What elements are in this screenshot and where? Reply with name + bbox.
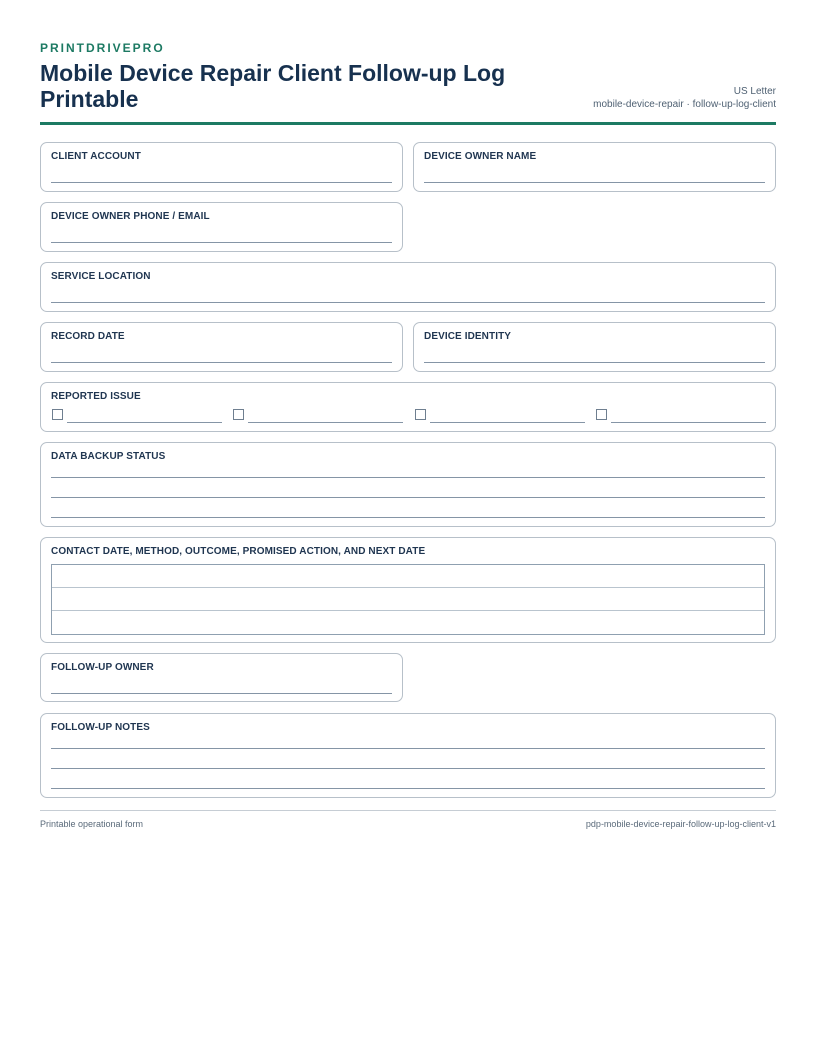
write-line [51,477,765,478]
data-backup-status-field[interactable] [40,442,776,527]
header-rule [40,122,776,125]
issue-checkbox[interactable] [233,409,244,420]
service-location-field[interactable] [40,262,776,312]
issue-checkbox[interactable] [415,409,426,420]
issue-checkbox[interactable] [596,409,607,420]
write-line [51,693,392,694]
brand-name: PRINTDRIVEPRO [40,41,165,55]
table-row[interactable] [52,588,764,611]
form-id: pdp-mobile-device-repair-follow-up-log-client-v1 [585,819,776,829]
footer-note: Printable operational form [40,819,144,829]
field-label: DEVICE IDENTITY [424,331,512,342]
device-owner-name-field[interactable] [413,142,776,192]
write-line[interactable] [611,422,766,423]
table-row[interactable] [52,565,764,588]
table-row[interactable] [52,611,764,634]
write-line [51,182,392,183]
field-label: CONTACT DATE, METHOD, OUTCOME, PROMISED ACTION, AND NEXT DATE [51,546,426,557]
field-label: DEVICE OWNER PHONE / EMAIL [51,211,210,222]
write-line [424,182,765,183]
write-line [51,302,765,303]
write-line[interactable] [430,422,585,423]
reported-issue-field [40,382,776,432]
client-account-field[interactable] [40,142,403,192]
write-line [424,362,765,363]
footer-rule [40,810,776,811]
page-title: Mobile Device Repair Client Follow-up Log Printable [40,60,506,112]
write-line [51,517,765,518]
write-line [51,497,765,498]
paper-size: US Letter [733,86,776,97]
field-label: SERVICE LOCATION [51,271,151,282]
follow-up-owner-field[interactable] [40,653,403,702]
device-identity-field[interactable] [413,322,776,372]
contact-log-table [51,564,765,635]
field-label: FOLLOW-UP NOTES [51,722,150,733]
record-date-field[interactable] [40,322,403,372]
field-label: CLIENT ACCOUNT [51,151,141,162]
form-meta [593,85,776,111]
field-label: DATA BACKUP STATUS [51,451,166,462]
device-owner-contact-field[interactable] [40,202,403,252]
field-label: DEVICE OWNER NAME [424,151,537,162]
issue-checkbox[interactable] [52,409,63,420]
write-line [51,788,765,789]
write-line[interactable] [248,422,403,423]
contact-log-field [40,537,776,643]
write-line [51,362,392,363]
field-label: REPORTED ISSUE [51,391,141,402]
follow-up-notes-field[interactable] [40,713,776,798]
write-line[interactable] [67,422,222,423]
field-label: RECORD DATE [51,331,125,342]
write-line [51,768,765,769]
write-line [51,242,392,243]
write-line [51,748,765,749]
field-label: FOLLOW-UP OWNER [51,662,154,673]
form-slug: mobile-device-repair · follow-up-log-client [593,99,776,110]
